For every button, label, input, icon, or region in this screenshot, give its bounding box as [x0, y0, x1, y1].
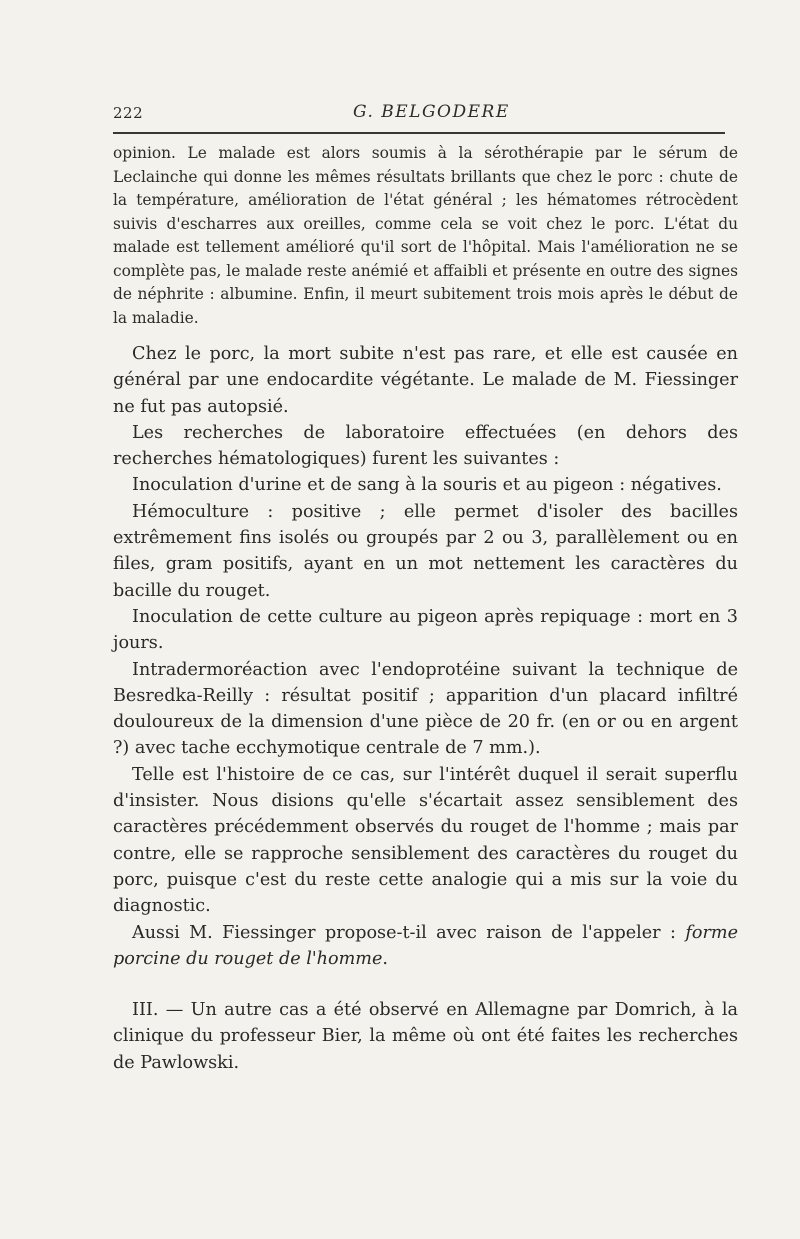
paragraph-mort-subite: Chez le porc, la mort subite n'est pas rare, et elle est causée en général par une endocardite végétante. Le malade de M. Fiessinger ne fut pas autopsié. — [113, 344, 738, 417]
aussi-text: Aussi M. Fiessinger propose-t-il avec raison de l'appeler : — [132, 922, 686, 943]
aussi-period: . — [382, 948, 388, 969]
paragraph-section-three: III. — Un autre cas a été observé en Allemagne par Domrich, à la clinique du professeur Bier, la même où ont été faites les recherches de Pawlowski. — [113, 1000, 738, 1073]
forme-porcine-italic: forme porcine du rouget de l'homme — [113, 922, 738, 969]
running-head: G. BELGODERE — [353, 102, 510, 122]
paragraph-histoire: Telle est l'histoire de ce cas, sur l'intérêt duquel il serait superflu d'insister. Nous disions qu'elle s'écartait assez sensiblement des caractères précédemment observés du rouget de l'homme ; mais par contre, elle se rapproche sensiblement des caractères du rouget du porc, puisque c'est du reste cette analogie qui a mis sur la voie du diagnostic. — [113, 764, 738, 917]
page-header — [113, 100, 725, 130]
header-rule — [113, 132, 725, 134]
page-number: 222 — [113, 104, 144, 122]
paragraph-intradermoreaction: Intradermoréaction avec l'endoprotéine suivant la technique de Besredka-Reilly : résultat positif ; apparition d'un placard infiltré douloureux de la dimension d'une pièce de 20 fr. (en or ou en argent ?) avec tache ecchymotique centrale de 7 mm.). — [113, 659, 738, 759]
small-print-paragraph: opinion. Le malade est alors soumis à la sérothérapie par le sérum de Leclainche qui donne les mêmes résultats brillants que chez le porc : chute de la température, amélioration de l'état général ; les hématomes rétrocèdent suivis d'escharres aux oreilles, comme cela se voit chez le porc. L'état du malade est tellement amélioré qu'il sort de l'hôpital. Mais l'amélioration ne se complète pas, le malade reste anémié et affaibli et présente en outre des signes de néphrite : albumine. Enfin, il meurt subitement trois mois après le début de la maladie. — [113, 144, 738, 327]
paragraph-hemoculture: Hémoculture : positive ; elle permet d'isoler des bacilles extrêmement fins isolés ou groupés par 2 ou 3, parallèlement ou en files, gram positifs, ayant en un mot nettement les caractères du bacille du rouget. — [113, 501, 738, 601]
main-text-block — [113, 341, 738, 1076]
paragraph-recherches: Les recherches de laboratoire effectuées (en dehors des recherches hématologiques) furent les suivantes : — [113, 422, 738, 470]
small-print-block — [113, 142, 738, 330]
paragraph-aussi — [113, 920, 738, 973]
paragraph-inoculation-culture: Inoculation de cette culture au pigeon après repiquage : mort en 3 jours. — [113, 606, 738, 654]
paragraph-inoculation-urine: Inoculation d'urine et de sang à la souris et au pigeon : négatives. — [132, 475, 722, 496]
